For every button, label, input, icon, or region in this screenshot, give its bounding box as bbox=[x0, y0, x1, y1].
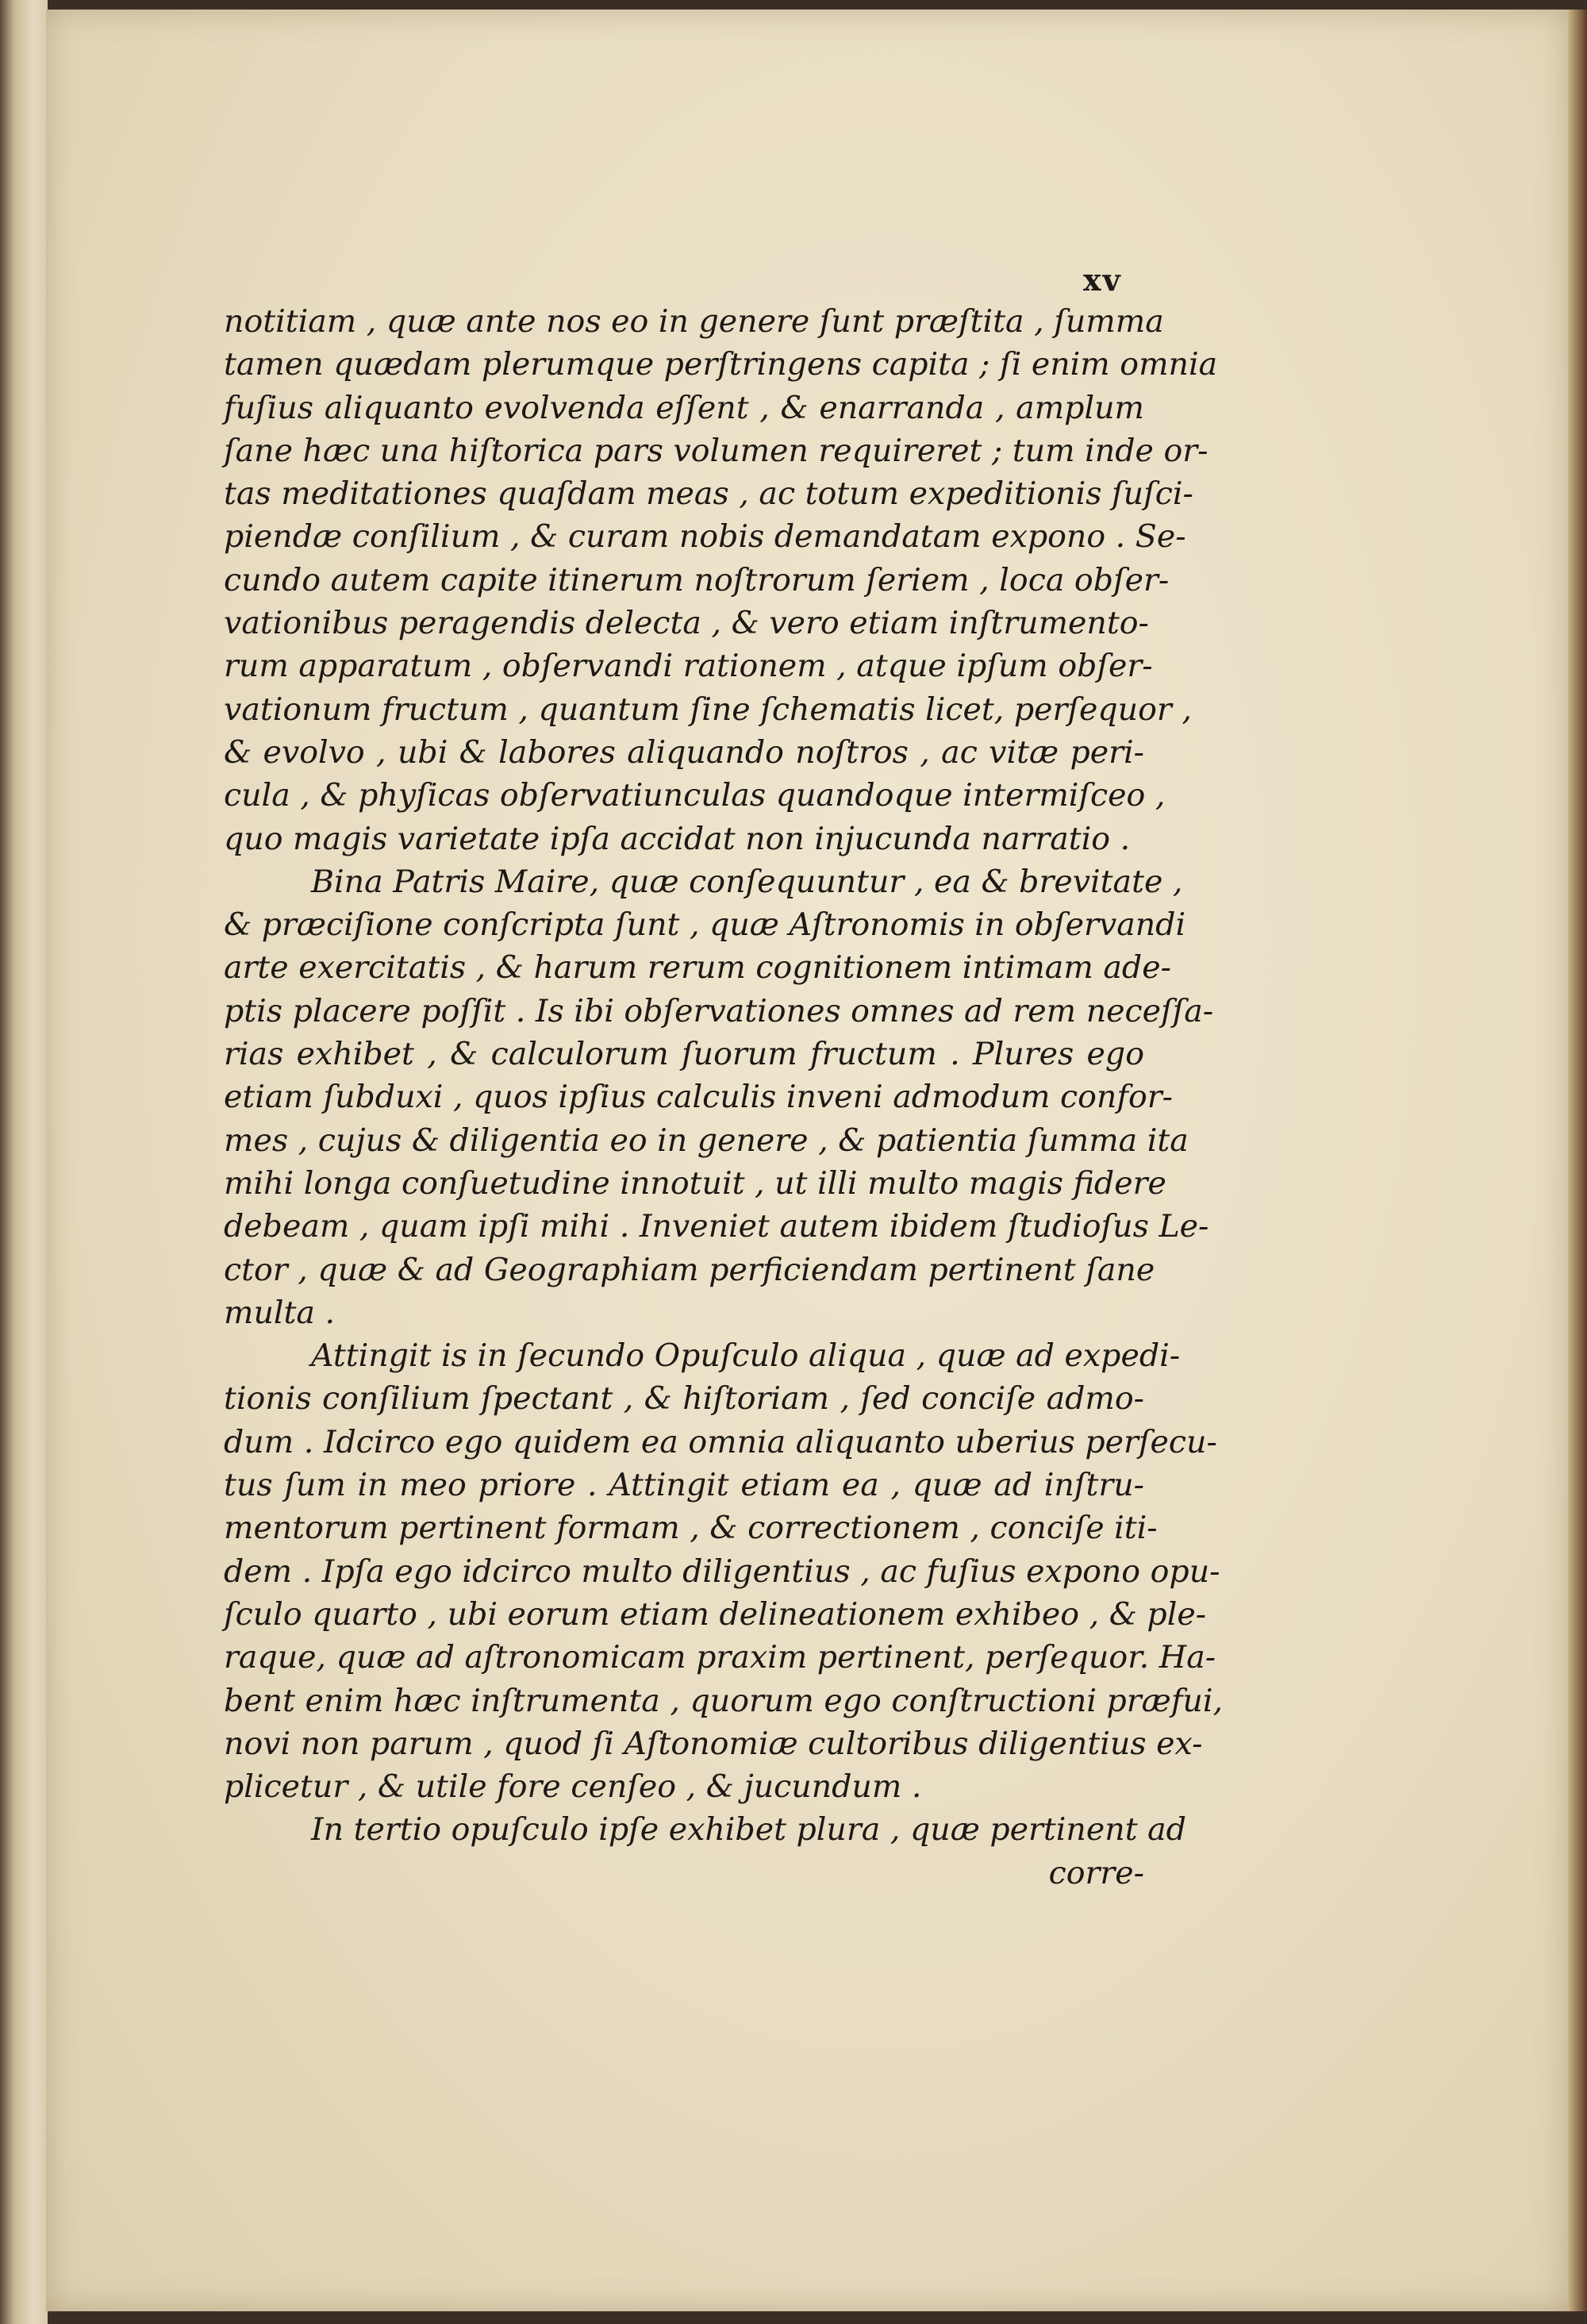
text-line: notitiam , quæ ante nos eo in genere ſunt præſtita , ſumma bbox=[224, 303, 1164, 340]
text-line: dem . Ipſa ego idcirco multo diligentius , ac fuſius expono opu- bbox=[224, 1553, 1220, 1590]
text-line: & præciſione conſcripta ſunt , quæ Aſtronomis in obſervandi bbox=[224, 906, 1186, 944]
text-line: mes , cujus & diligentia eo in genere , & patientia ſumma ita bbox=[224, 1122, 1189, 1159]
page-number: xv bbox=[1083, 262, 1122, 298]
text-line: quo magis varietate ipſa accidat non injucunda narratio . bbox=[224, 820, 1131, 857]
paragraph-start-line: Attingit is in ſecundo Opuſculo aliqua , quæ ad expedi- bbox=[311, 1337, 1181, 1375]
text-line: tas meditationes quaſdam meas , ac totum expeditionis ſuſci- bbox=[224, 475, 1193, 513]
text-line: vationum fructum , quantum ſine ſchematis licet, perſequor , bbox=[224, 691, 1192, 728]
text-line: mihi longa conſuetudine innotuit , ut illi multo magis fidere bbox=[224, 1164, 1166, 1202]
text-line: multa . bbox=[224, 1294, 336, 1331]
catchword: corre- bbox=[1048, 1854, 1144, 1891]
paragraph-start-line: In tertio opuſculo ipſe exhibet plura , quæ pertinent ad bbox=[311, 1811, 1186, 1849]
text-line: novi non parum , quod ſi Aſtonomiæ cultoribus diligentius ex- bbox=[224, 1725, 1203, 1762]
text-line: cundo autem capite itinerum noſtrorum ſeriem , loca obſer- bbox=[224, 561, 1170, 598]
text-line: fuſius aliquanto evolvenda eſſent , & enarranda , amplum bbox=[224, 389, 1144, 426]
body-text bbox=[224, 300, 1224, 1895]
text-line: vationibus peragendis delecta , & vero etiam inſtrumento- bbox=[224, 605, 1149, 642]
text-line: etiam ſubduxi , quos ipſius calculis inveni admodum confor- bbox=[224, 1079, 1173, 1116]
book-spine bbox=[0, 0, 48, 2324]
text-line: & evolvo , ubi & labores aliquando noſtros , ac vitæ peri- bbox=[224, 733, 1144, 771]
text-line: rias exhibet , & calculorum ſuorum fructum . Plures ego bbox=[224, 1036, 1144, 1073]
text-line: ſane hæc una hiſtorica pars volumen requireret ; tum inde or- bbox=[224, 432, 1209, 469]
text-line: debeam , quam ipſi mihi . Inveniet autem ibidem ſtudioſus Le- bbox=[224, 1208, 1209, 1245]
text-line: arte exercitatis , & harum rerum cognitionem intimam ade- bbox=[224, 949, 1171, 987]
text-line: ſculo quarto , ubi eorum etiam delineationem exhibeo , & ple- bbox=[224, 1595, 1207, 1633]
text-line: rum apparatum , obſervandi rationem , atque ipſum obſer- bbox=[224, 648, 1153, 685]
text-line: plicetur , & utile fore cenſeo , & jucundum . bbox=[224, 1768, 922, 1806]
page-edge bbox=[1568, 10, 1587, 2311]
text-line: tamen quædam plerumque perſtringens capita ; ſi enim omnia bbox=[224, 346, 1218, 383]
text-line: mentorum pertinent formam , & correctionem , conciſe iti- bbox=[224, 1510, 1158, 1547]
text-line: dum . Idcirco ego quidem ea omnia aliquanto uberius perſecu- bbox=[224, 1423, 1217, 1460]
paragraph-start-line: Bina Patris Maire, quæ conſequuntur , ea & brevitate , bbox=[311, 863, 1183, 900]
text-line: tionis conſilium ſpectant , & hiſtoriam , ſed conciſe admo- bbox=[224, 1380, 1144, 1418]
text-line: raque, quæ ad aſtronomicam praxim pertinent, perſequor. Ha- bbox=[224, 1639, 1216, 1676]
text-line: tus ſum in meo priore . Attingit etiam ea , quæ ad inſtru- bbox=[224, 1467, 1144, 1504]
text-line: ptis placere poſſit . Is ibi obſervationes omnes ad rem neceſſa- bbox=[224, 992, 1214, 1029]
text-line: ctor , quæ & ad Geographiam perficiendam pertinent ſane bbox=[224, 1251, 1155, 1288]
text-line: bent enim hæc inſtrumenta , quorum ego conſtructioni præfui, bbox=[224, 1682, 1224, 1719]
text-line: piendæ conſilium , & curam nobis demandatam expono . Se- bbox=[224, 518, 1186, 556]
text-line: cula , & phyſicas obſervatiunculas quandoque intermiſceo , bbox=[224, 777, 1166, 814]
